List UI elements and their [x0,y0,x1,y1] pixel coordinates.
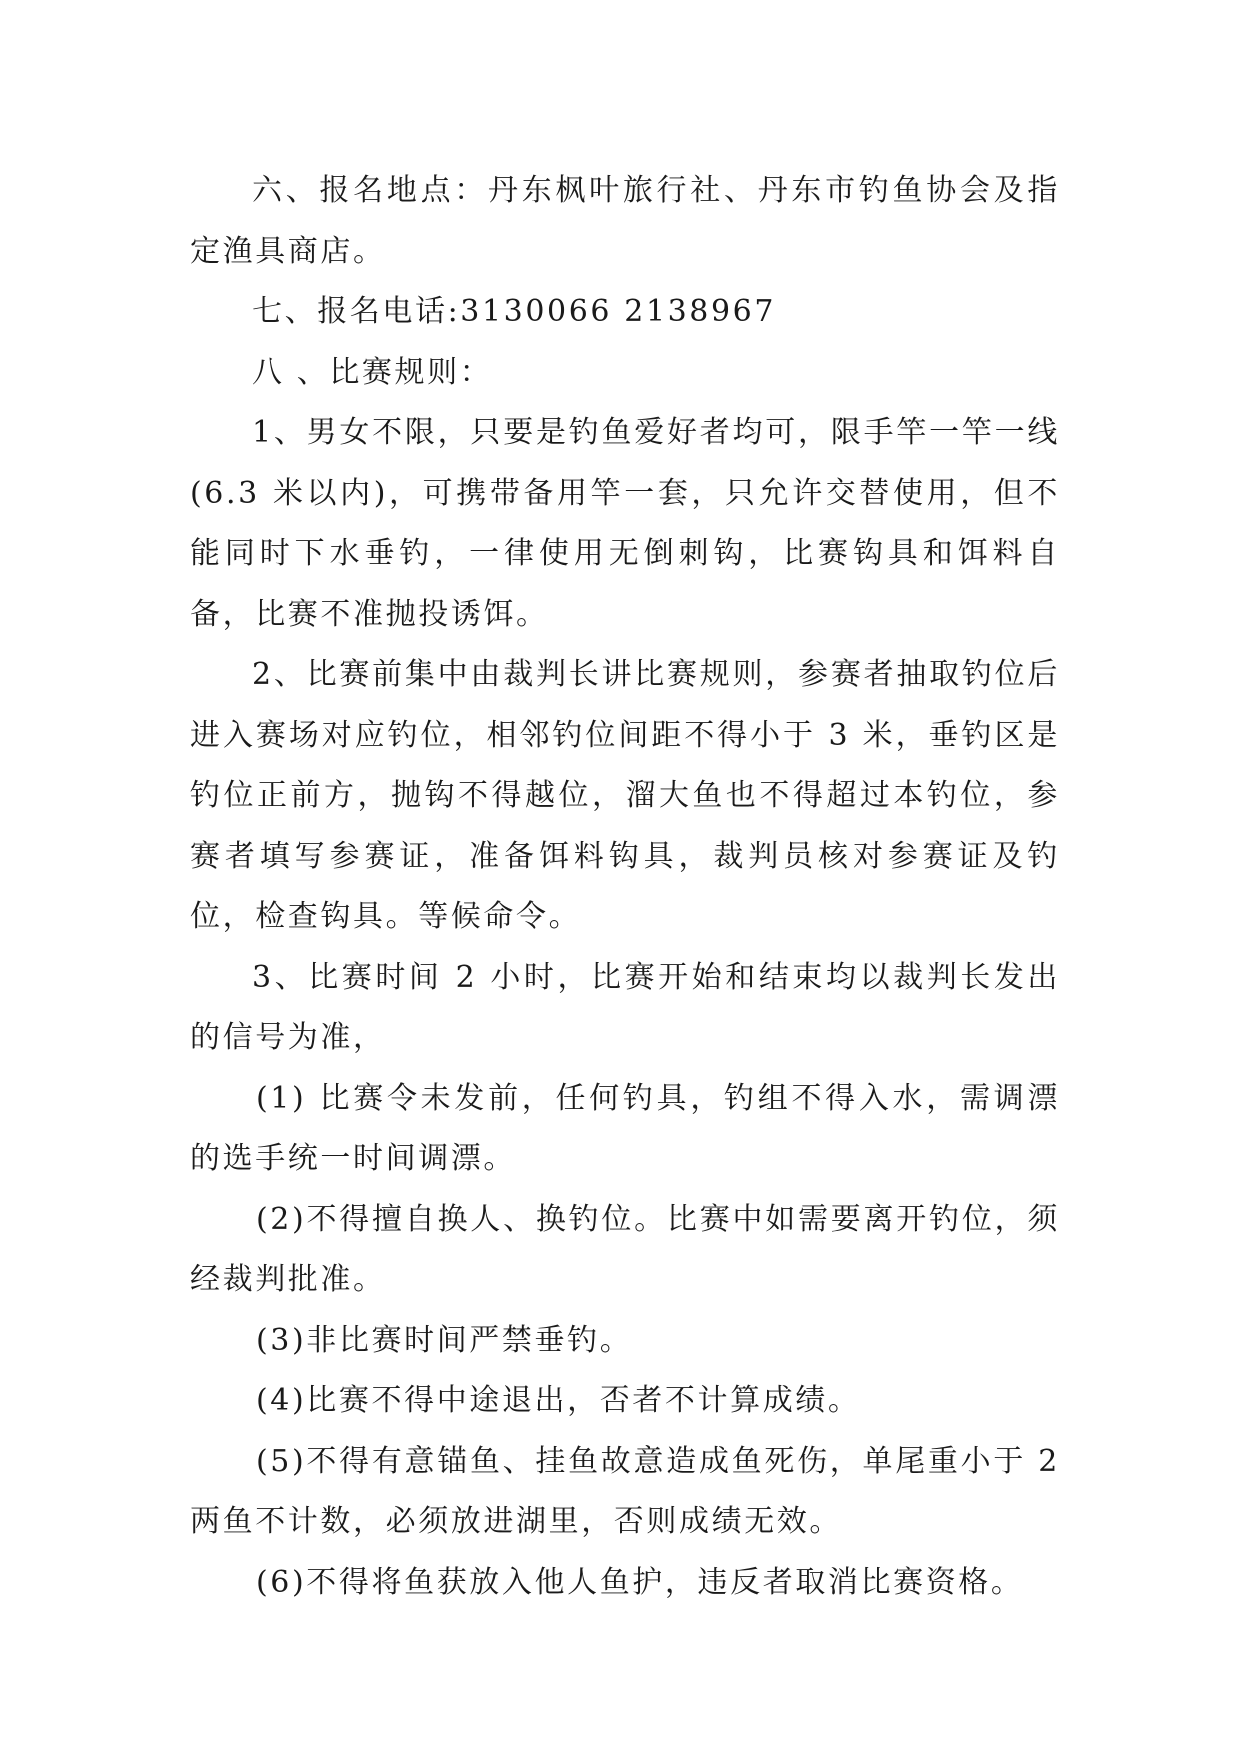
rule-3-item-4: (4)比赛不得中途退出，否者不计算成绩。 [256,1383,861,1418]
rule-3-item-1: (1) 比赛令未发前，任何钓具，钓组不得入水，需调漂的选手统一时间调漂。 [190,1080,1060,1176]
paragraph-registration-phone: 七、报名电话:3130066 2138967 [252,294,777,329]
rule-3-item-3: (3)非比赛时间严禁垂钓。 [256,1322,633,1358]
paragraph-registration-location: 六、报名地点：丹东枫叶旅行社、丹东市钓鱼协会及指定渔具商店。 [190,173,1060,269]
rule-3-item-5: (5)不得有意锚鱼、挂鱼故意造成鱼死伤，单尾重小于 2 两鱼不计数，必须放进湖里，否则成绩无效。 [190,1443,1060,1539]
rule-2-paragraph: 2、比赛前集中由裁判长讲比赛规则，参赛者抽取钓位后进入赛场对应钓位，相邻钓位间距不得小于 3 米，垂钓区是钓位正前方，抛钩不得越位，溜大鱼也不得超过本钓位，参赛者填写参赛证，准备饵料钩具，裁判员核对参赛证及钓位，检查钩具。等候命令。 [190,657,1060,934]
section-heading-rules: 八 、比赛规则： [252,354,493,390]
rule-3-paragraph: 3、比赛时间 2 小时，比赛开始和结束均以裁判长发出的信号为准， [190,959,1060,1055]
rule-3-item-6: (6)不得将鱼获放入他人鱼护，违反者取消比赛资格。 [256,1564,1024,1600]
rule-3-item-2: (2)不得擅自换人、换钓位。比赛中如需要离开钓位，须经裁判批准。 [190,1201,1060,1297]
document-body [190,161,1060,1613]
rule-1-paragraph: 1、男女不限，只要是钓鱼爱好者均可，限手竿一竿一线(6.3 米以内)，可携带备用竿一套，只允许交替使用，但不能同时下水垂钓，一律使用无倒刺钩，比赛钩具和饵料自备，比赛不准抛投诱饵。 [190,415,1060,632]
